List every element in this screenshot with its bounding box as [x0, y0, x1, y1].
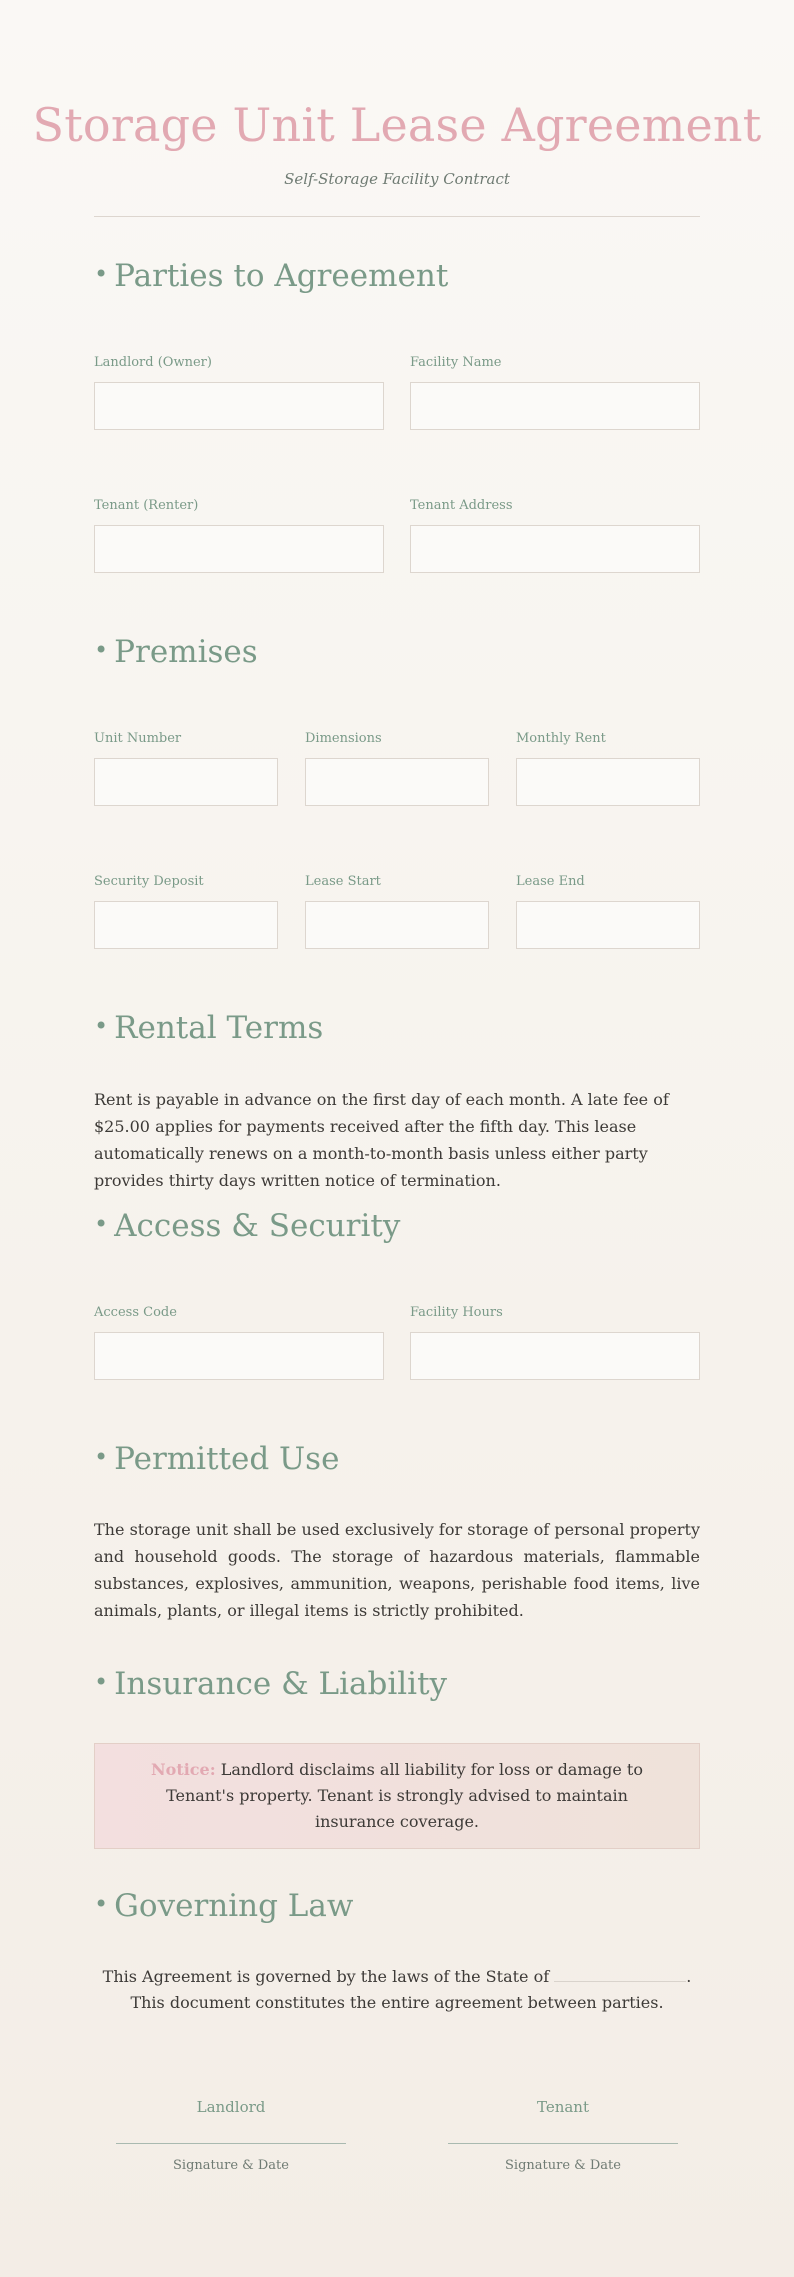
lease-start-field[interactable]: [305, 901, 489, 949]
heading-text: Premises: [114, 634, 258, 670]
tenant-address-label: Tenant Address: [410, 498, 513, 513]
section-heading-permitted-use: [94, 1441, 339, 1477]
landlord-field[interactable]: [94, 382, 384, 430]
landlord-signature-block: [116, 2098, 346, 2173]
heading-text: Permitted Use: [114, 1441, 340, 1477]
heading-text: Governing Law: [114, 1888, 354, 1924]
security-deposit-field[interactable]: [94, 901, 278, 949]
lease-start-label: Lease Start: [305, 874, 381, 889]
tenant-signature-block: [448, 2098, 678, 2173]
monthly-rent-label: Monthly Rent: [516, 731, 606, 746]
landlord-signature-role: Landlord: [196, 2098, 266, 2116]
liability-notice-box: [94, 1743, 700, 1849]
liability-notice-content: [143, 1757, 651, 1835]
unit-number-field[interactable]: [94, 758, 278, 806]
heading-text: Rental Terms: [114, 1010, 324, 1046]
tenant-address-field[interactable]: [410, 525, 700, 573]
notice-label: Notice:: [151, 1760, 216, 1779]
access-code-field[interactable]: [94, 1332, 384, 1380]
section-heading-premises: [94, 634, 258, 670]
section-heading-governing-law: [94, 1888, 353, 1924]
tenant-signature-caption: Signature & Date: [505, 2158, 621, 2173]
bullet-icon: •: [94, 1210, 109, 1238]
facility-hours-field[interactable]: [410, 1332, 700, 1380]
tenant-signature-role: Tenant: [536, 2098, 589, 2116]
lease-end-field[interactable]: [516, 901, 700, 949]
bullet-icon: •: [94, 1443, 109, 1471]
heading-text: Parties to Agreement: [114, 258, 449, 294]
monthly-rent-field[interactable]: [516, 758, 700, 806]
law-text-after: . This document constitutes the entire agreement between parties.: [130, 1967, 692, 2012]
state-blank-field[interactable]: [554, 1967, 686, 1982]
landlord-label: Landlord (Owner): [94, 355, 212, 370]
tenant-signature-line[interactable]: [448, 2143, 678, 2144]
notice-text: Landlord disclaims all liability for loss or damage to Tenant's property. Tenant is strongly advised to maintain insurance coverage.: [166, 1760, 643, 1831]
law-text-before: This Agreement is governed by the laws of the State of: [102, 1967, 550, 1986]
document-subtitle: Self-Storage Facility Contract: [284, 170, 510, 188]
section-heading-parties: [94, 258, 448, 294]
unit-number-label: Unit Number: [94, 731, 182, 746]
facility-name-field[interactable]: [410, 382, 700, 430]
landlord-signature-caption: Signature & Date: [173, 2158, 289, 2173]
bullet-icon: •: [94, 1012, 109, 1040]
access-code-label: Access Code: [94, 1305, 177, 1320]
bullet-icon: •: [94, 636, 109, 664]
landlord-signature-line[interactable]: [116, 2143, 346, 2144]
document-title: Storage Unit Lease Agreement: [32, 98, 762, 152]
dimensions-label: Dimensions: [305, 731, 382, 746]
governing-law-text: [94, 1964, 700, 2016]
tenant-field[interactable]: [94, 525, 384, 573]
section-heading-insurance: [94, 1666, 447, 1702]
permitted-use-text: The storage unit shall be used exclusively for storage of personal property and household goods. The storage of hazardous materials, flammable substances, explosives, ammunition, weapons, perishable food items, live animals, plants, or illegal items is strictly prohibited.: [94, 1520, 700, 1620]
bullet-icon: •: [94, 1890, 109, 1918]
facility-name-label: Facility Name: [410, 355, 502, 370]
bullet-icon: •: [94, 1668, 109, 1696]
heading-text: Insurance & Liability: [114, 1666, 448, 1702]
bullet-icon: •: [94, 260, 109, 288]
lease-end-label: Lease End: [516, 874, 585, 889]
rental-terms-text: Rent is payable in advance on the first day of each month. A late fee of $25.00 applies for payments received after the fifth day. This lease automatically renews on a month-to-month basis unless either party provides thirty days written notice of termination.: [94, 1090, 669, 1190]
dimensions-field[interactable]: [305, 758, 489, 806]
heading-text: Access & Security: [114, 1208, 401, 1244]
section-heading-rental-terms: [94, 1010, 323, 1046]
tenant-label: Tenant (Renter): [94, 498, 199, 513]
facility-hours-label: Facility Hours: [410, 1305, 503, 1320]
header-divider: [94, 216, 700, 217]
security-deposit-label: Security Deposit: [94, 874, 204, 889]
section-heading-access: [94, 1208, 400, 1244]
